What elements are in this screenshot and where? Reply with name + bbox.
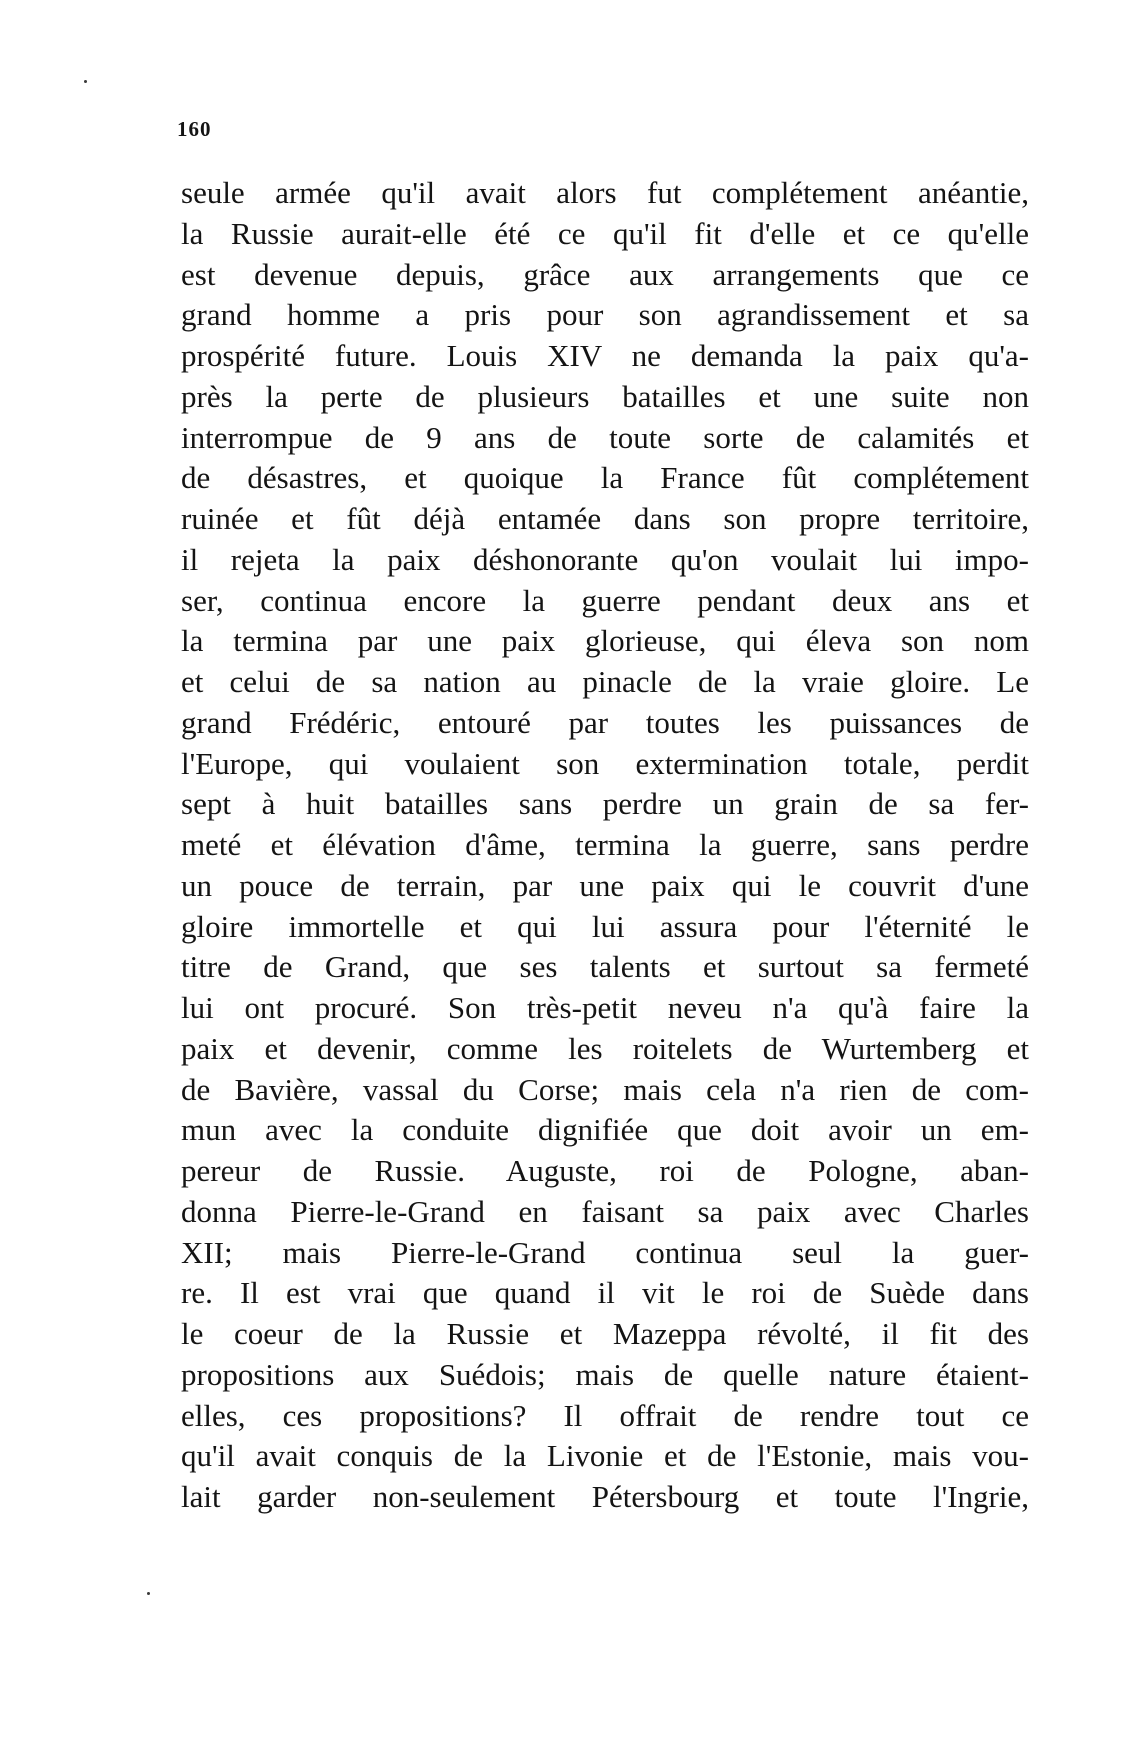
text-line: il rejeta la paix déshonorante qu'on voulait lui impo- (181, 541, 1029, 577)
text-line: pereur de Russie. Auguste, roi de Pologne, aban- (181, 1153, 1029, 1188)
text-line: mun avec la conduite dignifiée que doit avoir un em- (181, 1112, 1029, 1148)
text-line: re. Il est vrai que quand il vit le roi de Suède dans (181, 1275, 1029, 1311)
scan-speck (147, 1592, 150, 1595)
text-line: est devenue depuis, grâce aux arrangements que ce (181, 256, 1029, 292)
text-line: et celui de sa nation au pinacle de la vraie gloire. Le (181, 664, 1029, 699)
text-line: la Russie aurait-elle été ce qu'il fit d'elle et ce qu'elle (181, 215, 1029, 251)
text-line: elles, ces propositions? Il offrait de rendre tout ce (181, 1397, 1029, 1433)
body-text (181, 173, 1029, 1518)
text-line: près la perte de plusieurs batailles et une suite non (181, 378, 1029, 414)
text-line: la termina par une paix glorieuse, qui éleva son nom (181, 623, 1029, 659)
text-line: ser, continua encore la guerre pendant deux ans et (181, 582, 1029, 618)
text-line: gloire immortelle et qui lui assura pour l'éternité le (181, 908, 1029, 944)
text-line: prospérité future. Louis XIV ne demanda la paix qu'a- (181, 338, 1029, 373)
text-line: grand Frédéric, entouré par toutes les puissances de (181, 704, 1029, 740)
text-line: un pouce de terrain, par une paix qui le couvrit d'une (181, 867, 1029, 903)
text-line: propositions aux Suédois; mais de quelle nature étaient- (181, 1356, 1029, 1392)
page-number: 160 (177, 117, 212, 141)
text-line: de Bavière, vassal du Corse; mais cela n'a rien de com- (181, 1071, 1029, 1107)
text-line: seule armée qu'il avait alors fut complétement anéantie, (181, 175, 1029, 210)
text-line: ruinée et fût déjà entamée dans son propre territoire, (181, 501, 1029, 536)
text-line: de désastres, et quoique la France fût complétement (181, 460, 1029, 496)
text-line: lait garder non-seulement Pétersbourg et toute l'Ingrie, (181, 1479, 1029, 1514)
text-line: meté et élévation d'âme, termina la guerre, sans perdre (181, 827, 1029, 862)
scan-speck (84, 80, 87, 83)
text-line: le coeur de la Russie et Mazeppa révolté, il fit des (181, 1316, 1029, 1351)
text-line: qu'il avait conquis de la Livonie et de l'Estonie, mais vou- (181, 1438, 1029, 1474)
text-line: paix et devenir, comme les roitelets de Wurtemberg et (181, 1030, 1029, 1066)
text-line: XII; mais Pierre-le-Grand continua seul la guer- (181, 1234, 1029, 1270)
text-line: lui ont procuré. Son très-petit neveu n'a qu'à faire la (181, 990, 1029, 1025)
text-line: donna Pierre-le-Grand en faisant sa paix avec Charles (181, 1193, 1029, 1229)
text-line: sept à huit batailles sans perdre un grain de sa fer- (181, 786, 1029, 822)
text-line: l'Europe, qui voulaient son extermination totale, perdit (181, 745, 1029, 781)
text-line: grand homme a pris pour son agrandissement et sa (181, 297, 1029, 333)
text-line: interrompue de 9 ans de toute sorte de calamités et (181, 419, 1029, 455)
text-line: titre de Grand, que ses talents et surtout sa fermeté (181, 949, 1029, 985)
